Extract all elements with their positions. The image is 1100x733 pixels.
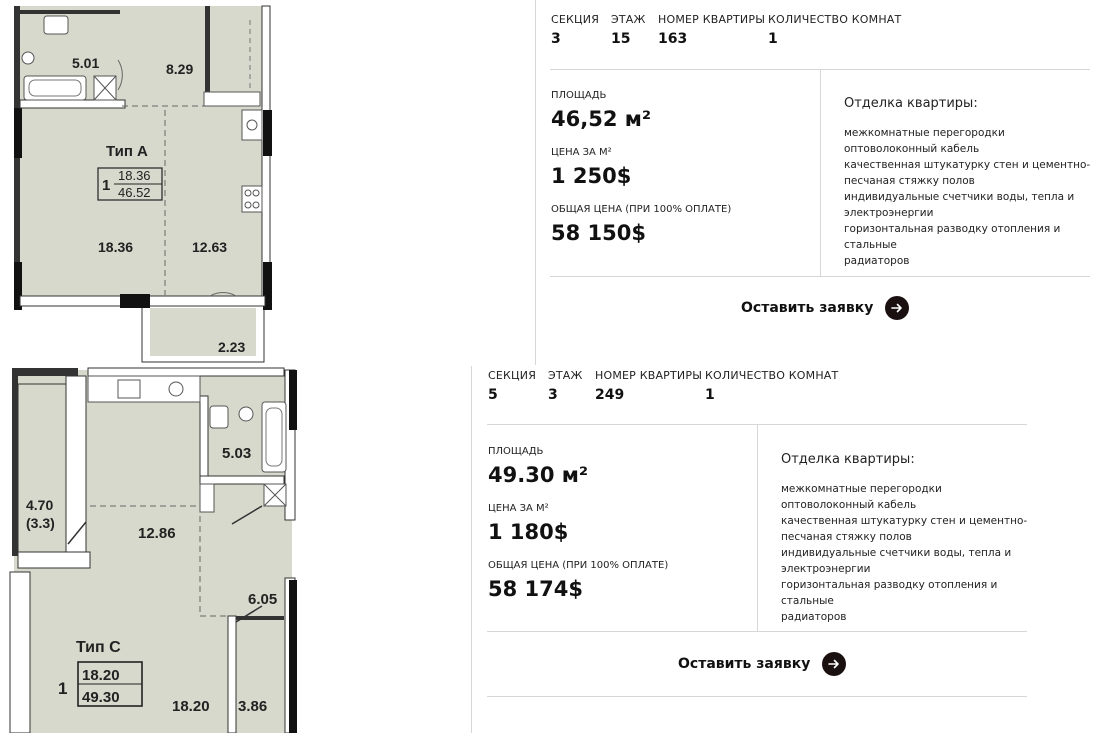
finish-item: электроэнергии (781, 563, 871, 575)
meta-label: СЕКЦИЯ (488, 369, 537, 382)
price-m2-label: ЦЕНА ЗА М² (551, 147, 612, 158)
divider (550, 276, 1090, 277)
divider (757, 425, 758, 631)
finish-item: оптоволоконный кабель (844, 143, 980, 155)
meta-label: ЭТАЖ (611, 13, 646, 26)
plan-room-label: 5.01 (72, 55, 100, 71)
plan-total-area: 46.52 (118, 185, 151, 200)
finish-list (844, 125, 1094, 269)
area-label: ПЛОЩАДЬ (488, 446, 544, 457)
meta-value: 249 (595, 387, 625, 403)
finish-item: радиаторов (781, 611, 847, 623)
finish-item: индивидуальные счетчики воды, тепла и (844, 191, 1075, 203)
divider (487, 696, 1027, 697)
meta-label: КОЛИЧЕСТВО КОМНАТ (705, 369, 839, 382)
finish-item: индивидуальные счетчики воды, тепла и (781, 547, 1012, 559)
plan-room-label: 12.86 (138, 525, 176, 542)
meta-value: 1 (768, 31, 778, 47)
floor-plan-type-a (0, 0, 280, 365)
plan-living-area: 18.36 (118, 168, 151, 183)
area-label: ПЛОЩАДЬ (551, 90, 607, 101)
floor-plan-type-c (0, 366, 300, 733)
finish-item: песчаная стяжку полов (781, 531, 912, 543)
finish-item: горизонтальная разводку отопления и стальные (844, 223, 1061, 251)
plan-count: 1 (58, 679, 68, 698)
finish-item: межкомнатные перегородки (844, 127, 1005, 139)
submit-request-label: Оставить заявку (678, 656, 811, 672)
meta-label: НОМЕР КВАРТИРЫ (595, 369, 703, 382)
meta-value: 163 (658, 31, 688, 47)
listing-card (540, 0, 1100, 366)
finish-item: оптоволоконный кабель (781, 499, 917, 511)
plan-room-label: 8.29 (166, 61, 194, 77)
plan-room-label: 6.05 (248, 591, 278, 608)
card-divider (471, 366, 472, 733)
plan-room-label: 2.23 (218, 339, 246, 355)
finish-item: качественная штукатурку стен и цементно- (844, 159, 1091, 171)
plan-living-area: 18.20 (82, 667, 120, 684)
plan-room-label: 3.86 (238, 698, 268, 715)
finish-item: песчаная стяжку полов (844, 175, 975, 187)
meta-value: 3 (548, 387, 558, 403)
plan-room-label: 12.63 (192, 239, 228, 255)
area-value: 49.30 м² (488, 463, 589, 487)
finish-item: электроэнергии (844, 207, 934, 219)
meta-label: СЕКЦИЯ (551, 13, 600, 26)
plan-room-label: 4.70 (26, 497, 54, 513)
meta-value: 5 (488, 387, 498, 403)
plan-room-label: 5.03 (222, 445, 252, 462)
listing-card (477, 366, 1037, 733)
total-price-label: ОБЩАЯ ЦЕНА (ПРИ 100% ОПЛАТЕ) (551, 204, 732, 215)
finish-title: Отделка квартиры: (781, 452, 915, 467)
meta-value: 1 (705, 387, 715, 403)
total-price-value: 58 174$ (488, 577, 583, 601)
finish-item: горизонтальная разводку отопления и стальные (781, 579, 998, 607)
total-price-label: ОБЩАЯ ЦЕНА (ПРИ 100% ОПЛАТЕ) (488, 560, 669, 571)
divider (820, 70, 821, 276)
plan-type-label: Тип С (76, 639, 121, 656)
submit-request-button[interactable] (741, 296, 909, 320)
plan-count: 1 (102, 177, 111, 194)
finish-item: радиаторов (844, 255, 910, 267)
submit-request-button[interactable] (678, 652, 846, 676)
plan-total-area: 49.30 (82, 689, 120, 706)
plan-room-label: (3.3) (26, 515, 55, 531)
plan-room-label: 18.20 (172, 698, 210, 715)
meta-label: НОМЕР КВАРТИРЫ (658, 13, 766, 26)
total-price-value: 58 150$ (551, 221, 646, 245)
submit-request-label: Оставить заявку (741, 300, 874, 316)
finish-item: качественная штукатурку стен и цементно- (781, 515, 1028, 527)
arrow-right-icon[interactable] (822, 652, 846, 676)
plan-room-label: 18.36 (98, 239, 134, 255)
arrow-right-icon[interactable] (885, 296, 909, 320)
card-divider (535, 0, 536, 365)
price-m2-label: ЦЕНА ЗА М² (488, 503, 549, 514)
finish-list (781, 481, 1031, 625)
meta-value: 3 (551, 31, 561, 47)
meta-label: ЭТАЖ (548, 369, 583, 382)
divider (487, 631, 1027, 632)
price-m2-value: 1 180$ (488, 520, 569, 544)
meta-value: 15 (611, 31, 631, 47)
finish-item: межкомнатные перегородки (781, 483, 942, 495)
price-m2-value: 1 250$ (551, 164, 632, 188)
meta-label: КОЛИЧЕСТВО КОМНАТ (768, 13, 902, 26)
finish-title: Отделка квартиры: (844, 96, 978, 111)
plan-type-label: Тип А (106, 143, 148, 160)
area-value: 46,52 м² (551, 107, 652, 131)
